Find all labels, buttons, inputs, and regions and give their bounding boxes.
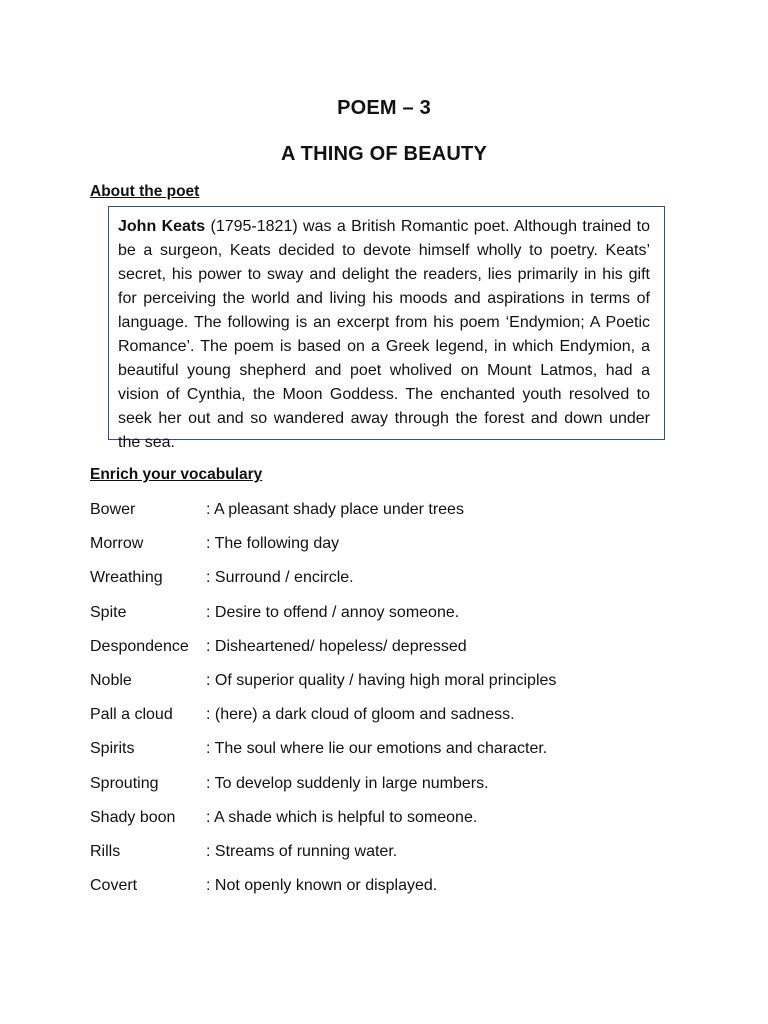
poem-number-title: POEM – 3 xyxy=(337,97,431,119)
vocab-meaning: : Desire to offend / annoy someone. xyxy=(206,603,460,621)
vocab-meaning: : Streams of running water. xyxy=(206,842,398,860)
vocab-item xyxy=(90,669,710,703)
poem-title: A THING OF BEAUTY xyxy=(281,143,487,165)
vocab-word: Rills xyxy=(90,842,121,860)
vocab-meaning: : Surround / encircle. xyxy=(206,569,354,587)
vocab-item xyxy=(90,840,710,874)
vocabulary-heading: Enrich your vocabulary xyxy=(90,466,263,483)
vocab-meaning: : The soul where lie our emotions and character. xyxy=(206,740,548,758)
vocabulary-list xyxy=(90,498,710,908)
poet-name: John Keats xyxy=(118,218,206,235)
vocab-word: Morrow xyxy=(90,535,144,553)
vocab-meaning: : Not openly known or displayed. xyxy=(206,877,438,895)
vocab-word: Pall a cloud xyxy=(90,706,173,724)
poet-info-box xyxy=(108,206,665,451)
vocab-item xyxy=(90,498,710,532)
vocab-item xyxy=(90,635,710,669)
poet-bio: (1795-1821) was a British Romantic poet. Although trained to be a surgeon, Keats decided to devote himself wholly to poetry. Keats’ secret, his power to sway and delight the readers, lies primarily in his gift for perceiving the world and living his moods and aspirations in terms of language. The following is an excerpt from his poem ‘Endymion; A Poetic Romance’. The poem is based on a Greek legend, in which Endymion, a beautiful young shepherd and poet wholived on Mount Latmos, had a vision of Cynthia, the Moon Goddess. The enchanted youth resolved to seek her out and so wandered away through the forest and down under the sea. xyxy=(118,218,650,451)
vocab-word: Covert xyxy=(90,877,138,895)
vocab-meaning: : To develop suddenly in large numbers. xyxy=(206,774,489,792)
vocab-word: Noble xyxy=(90,671,132,689)
poet-info-text xyxy=(118,215,650,455)
vocab-item xyxy=(90,566,710,600)
vocab-word: Sprouting xyxy=(90,774,159,792)
vocab-word: Wreathing xyxy=(90,569,163,587)
vocab-meaning: : (here) a dark cloud of gloom and sadness. xyxy=(206,706,515,724)
vocab-word: Despondence xyxy=(90,637,189,655)
vocab-item xyxy=(90,806,710,840)
vocab-meaning: : A pleasant shady place under trees xyxy=(206,501,464,518)
vocab-item xyxy=(90,532,710,566)
vocab-item xyxy=(90,772,710,806)
vocab-item xyxy=(90,737,710,771)
vocab-meaning: : Of superior quality / having high moral principles xyxy=(206,671,557,689)
vocab-item xyxy=(90,874,710,908)
vocab-meaning: : A shade which is helpful to someone. xyxy=(206,808,478,826)
vocab-meaning: : The following day xyxy=(206,535,340,553)
vocab-word: Spite xyxy=(90,603,127,621)
vocab-word: Shady boon xyxy=(90,808,176,826)
about-poet-heading: About the poet xyxy=(90,183,200,200)
vocab-item xyxy=(90,703,710,737)
vocab-meaning: : Disheartened/ hopeless/ depressed xyxy=(206,637,467,655)
vocab-word: Spirits xyxy=(90,740,135,758)
vocab-item xyxy=(90,601,710,635)
vocab-word: Bower xyxy=(90,501,136,518)
